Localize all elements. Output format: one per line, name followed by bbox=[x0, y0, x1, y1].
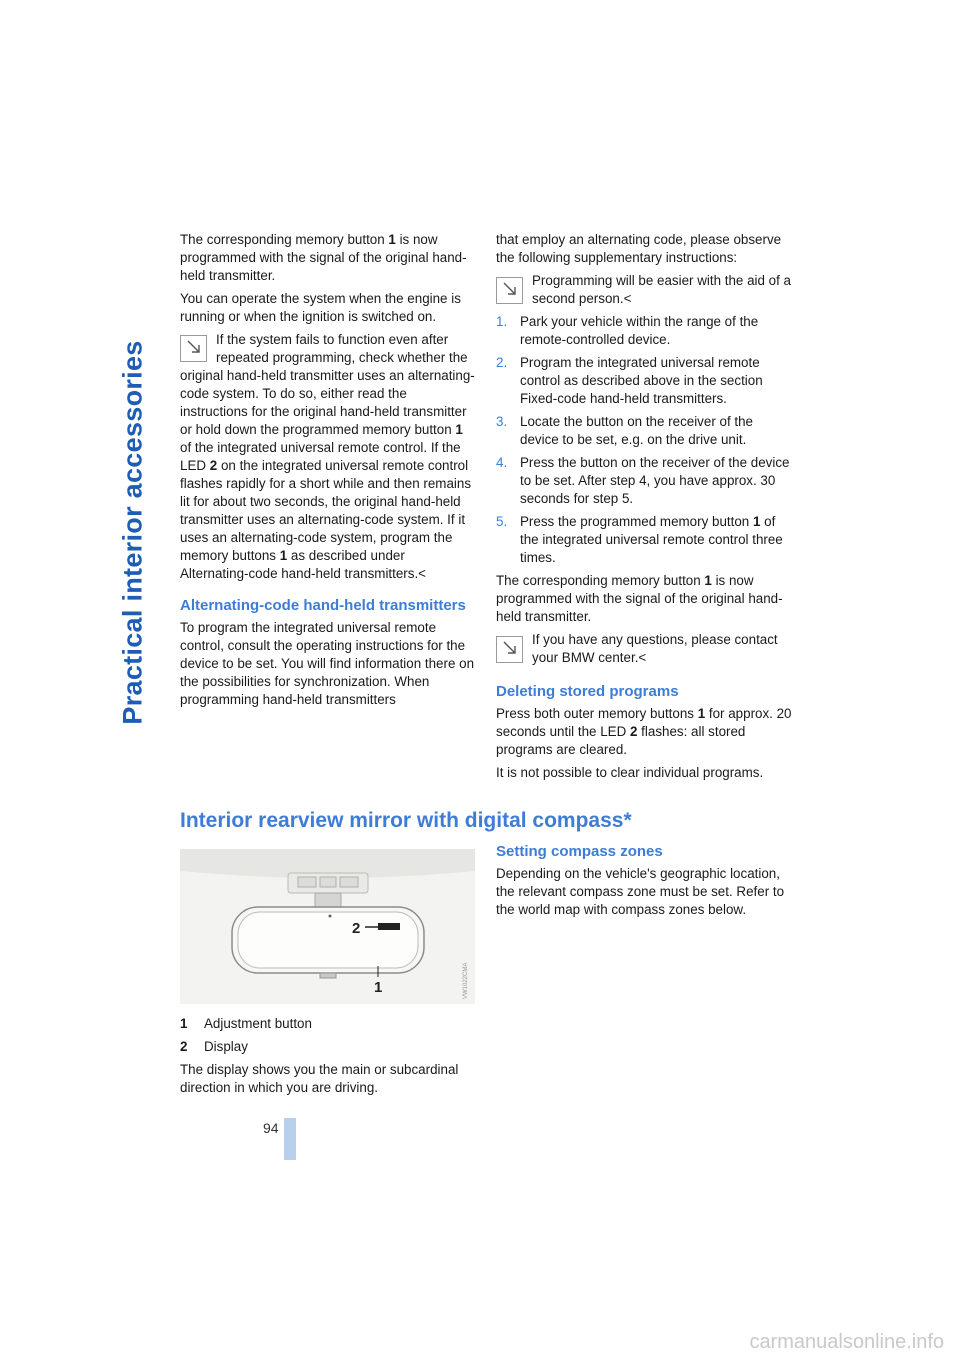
figure-code: VW1022CMA bbox=[463, 962, 469, 999]
paragraph: To program the integrated universal remote control, consult the operating instructions for the device to be set. You will find information there on the possibilities for synchronization. When programming hand-held transmitters bbox=[180, 620, 475, 707]
section-heading: Deleting stored programs bbox=[496, 683, 679, 700]
list-item: 5. Press the programmed memory button 1 of the integrated universal remote control three times. bbox=[496, 514, 783, 565]
page-number: 94 bbox=[263, 1120, 279, 1136]
paragraph: The corresponding memory button 1 is now programmed with the signal of the original hand-held transmitter. bbox=[496, 573, 783, 624]
paragraph: The display shows you the main or subcardinal direction in which you are driving. bbox=[180, 1062, 459, 1095]
list-item: 2. Program the integrated universal remote control as described above in the section Fixed-code hand-held transmitters. bbox=[496, 355, 763, 406]
mirror-illustration bbox=[180, 849, 475, 1004]
step-list bbox=[496, 313, 792, 567]
caption-item: 2 Display bbox=[180, 1039, 248, 1054]
note-text: Programming will be easier with the aid of a second person.< bbox=[532, 273, 792, 306]
paragraph: that employ an alternating code, please observe the following supplementary instructions: bbox=[496, 232, 782, 265]
paragraph: Depending on the vehicle's geographic location, the relevant compass zone must be set. Refer to the world map with compass zones below. bbox=[496, 866, 785, 917]
figure-label-1: 1 bbox=[374, 979, 383, 996]
note-block bbox=[496, 631, 792, 667]
paragraph: The corresponding memory button 1 is now programmed with the signal of the original hand-held transmitter. bbox=[180, 232, 467, 283]
right-column bbox=[496, 231, 792, 787]
figure-captions bbox=[180, 1015, 476, 1097]
section-title: Interior rearview mirror with digital compass* bbox=[180, 809, 632, 832]
chapter-title-text: Practical interior accessories bbox=[117, 339, 148, 725]
note-arrow-icon bbox=[496, 636, 523, 663]
paragraph: Press both outer memory buttons 1 for approx. 20 seconds until the LED 2 flashes: all stored programs are cleared. bbox=[496, 706, 792, 757]
note-block bbox=[496, 272, 792, 308]
list-item: 1. Park your vehicle within the range of the remote-controlled device. bbox=[496, 314, 759, 347]
left-column bbox=[180, 231, 476, 714]
paragraph: You can operate the system when the engine is running or when the ignition is switched on. bbox=[180, 291, 461, 324]
note-arrow-icon bbox=[180, 335, 207, 362]
caption-item: 1 Adjustment button bbox=[180, 1016, 312, 1031]
chapter-sidebar-title bbox=[108, 232, 158, 832]
list-item: 4. Press the button on the receiver of the device to be set. After step 4, you have approx. 30 seconds for step 5. bbox=[496, 455, 790, 506]
compass-zones-section bbox=[496, 841, 792, 919]
section-heading: Setting compass zones bbox=[496, 843, 663, 860]
section-heading: Alternating-code hand-held transmitters bbox=[180, 597, 466, 614]
note-arrow-icon bbox=[496, 277, 523, 304]
page-number-bar bbox=[284, 1118, 296, 1160]
paragraph: It is not possible to clear individual programs. bbox=[496, 765, 764, 780]
note-block: If the system fails to function even after repeated programming, check whether the original hand-held transmitter uses an alternating-code system. To do so, either read the instructions for the original hand-held transmitter or hold down the programmed memory button 1 of the integrated universal remote control. If the LED 2 on the integrated universal remote control flashes rapidly for a short while and then remains lit for about two seconds, the original hand-held transmitter uses an alternating-code system. If it uses an alternating-code system, program the memory buttons 1 as described under Alternating-code hand-held transmitters.< bbox=[180, 332, 475, 581]
list-item: 3. Locate the button on the receiver of the device to be set, e.g. on the drive unit. bbox=[496, 414, 754, 447]
note-text: If you have any questions, please contact your BMW center.< bbox=[532, 632, 778, 665]
site-watermark: carmanualsonline.info bbox=[749, 1331, 944, 1353]
figure-label-2: 2 bbox=[352, 920, 361, 937]
